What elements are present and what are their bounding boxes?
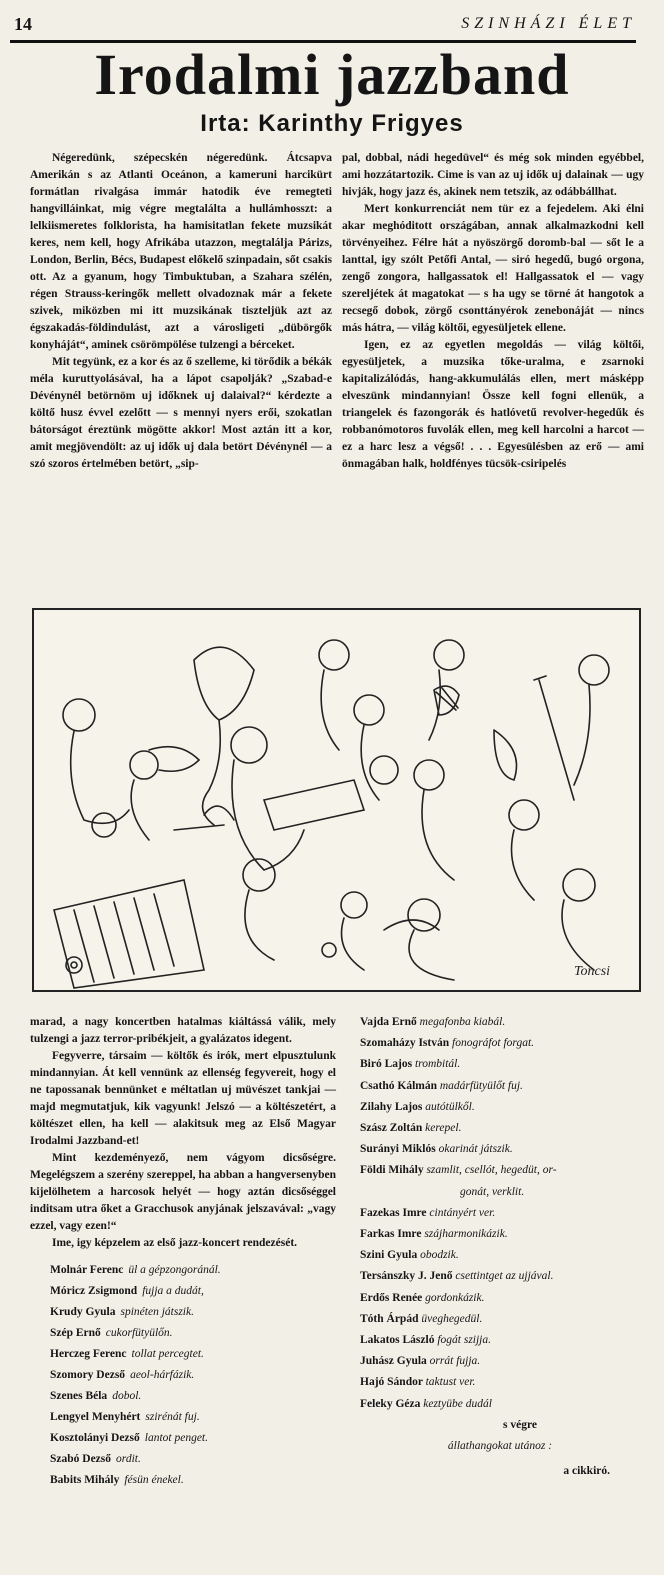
roster-name: Szép Ernő xyxy=(50,1327,101,1339)
roster-name: Erdős Renée xyxy=(360,1291,423,1304)
roster-action: autótülkől. xyxy=(425,1100,475,1113)
paragraph: Fegyverre, társaim — költők és irók, mert elpusztulunk mindannyian. Át kell vennünk az ellenség fegyvereit, hogy el ne tapossanak bennünket e méltatlan uj müvészet tankjai — majd megmutatjuk, kik vagyunk! Jelszó — a költészetért, a költészet ellen, ha kell — alakitsuk meg az Első Magyar Irodalmi Jazzband-et! xyxy=(30,1050,336,1147)
roster-action: szamlit, csellót, hegedüt, or- xyxy=(426,1164,557,1177)
column-4 xyxy=(350,1012,650,1480)
roster-name: Farkas Imre xyxy=(360,1228,422,1241)
roster-name: Juhász Gyula xyxy=(360,1355,427,1368)
roster-line xyxy=(350,1160,650,1181)
roster-line xyxy=(350,1033,650,1054)
roster-action: taktust ver. xyxy=(425,1376,476,1389)
paragraph: Négeredünk, szépecskén négeredünk. Átcsapva Amerikán s az Atlanti Oceánon, a kameruni harcikürt formátlan rivalgása immár hatodik éve remegteti hangvilláinkat, mig végre megtalálta a hullámhosszt: a lelkiismeretes folklorista, ha hamisitatlan fekete muzsikát keres, nem kell, hogy Afrikába utazzon, megtalálja Párizs, London, Berlin, Bécs, Budapest előkelő szinpadain, sőt csakis ott. Az a gyanum, hogy Timbuktuban, a Szahara szélén, régen Strauss-keringők mellett olvadoznak már a fekete szivek, miközben mi itt muzsikának tiszteljük azt az égszakadás-földindulást, azt a városligeti „dübörgők konyháját“, aminek csörömpölése tulzengi a bérceket. xyxy=(30,152,332,351)
roster-name: Biró Lajos xyxy=(360,1058,413,1071)
roster-action: dobol. xyxy=(112,1390,142,1402)
closing-line-1: s végre xyxy=(503,1418,537,1431)
roster-name: Surányi Miklós xyxy=(360,1143,436,1156)
roster-name: Krudy Gyula xyxy=(50,1306,116,1318)
roster-line xyxy=(350,1118,650,1139)
roster-action: madárfütyülőt fuj. xyxy=(439,1079,523,1092)
roster-name: Szomory Dezső xyxy=(50,1369,126,1381)
roster-line xyxy=(350,1012,650,1033)
roster-name: Csathó Kálmán xyxy=(360,1079,437,1092)
closing-line-2: állathangokat utánoz : xyxy=(447,1440,553,1453)
roster-action: spinéten játszik. xyxy=(120,1306,194,1318)
roster-line xyxy=(30,1470,336,1491)
roster-name: Tersánszky J. Jenő xyxy=(360,1270,453,1283)
jazzband-illustration xyxy=(32,608,641,992)
roster-action: ordit. xyxy=(116,1453,141,1465)
roster-action: cukorfütyülőn. xyxy=(105,1327,173,1339)
roster-left xyxy=(30,1260,336,1491)
roster-line xyxy=(350,1351,650,1372)
roster-action: lantot penget. xyxy=(144,1432,209,1444)
roster-line xyxy=(30,1260,336,1281)
roster-line xyxy=(30,1323,336,1344)
roster-action: fogát szijja. xyxy=(437,1334,492,1347)
roster-action: orrát fujja. xyxy=(429,1355,481,1368)
roster-name: Szabó Dezső xyxy=(50,1453,112,1465)
roster-line xyxy=(30,1407,336,1428)
roster-action: keztyübe dudál xyxy=(423,1397,492,1410)
roster-line xyxy=(350,1266,650,1287)
roster-line xyxy=(30,1281,336,1302)
roster-line xyxy=(350,1054,650,1075)
roster-name: Kosztolányi Dezső xyxy=(50,1432,140,1444)
roster-name: Babits Mihály xyxy=(50,1474,120,1486)
roster-action: kerepel. xyxy=(425,1122,462,1135)
roster-name: Tóth Árpád xyxy=(360,1312,419,1325)
roster-action: csettintget az ujjával. xyxy=(455,1270,554,1283)
roster-line xyxy=(350,1288,650,1309)
roster-line xyxy=(350,1372,650,1393)
roster-line xyxy=(350,1394,650,1415)
article-byline: Irta: Karinthy Frigyes xyxy=(200,110,464,137)
column-2 xyxy=(342,150,644,473)
roster-action: obodzik. xyxy=(420,1249,459,1262)
paragraph: Ime, igy képzelem az első jazz-koncert rendezését. xyxy=(52,1237,298,1249)
roster-line xyxy=(350,1182,650,1203)
roster-name: Hajó Sándor xyxy=(360,1376,423,1389)
paragraph: pal, dobbal, nádi hegedüvel“ és még sok minden egyébbel, ami hozzátartozik. Cime is van az uj idők uj dalainak — ugy hivják, hogy jazz és, akinek nem tetszik, az odábbállhat. xyxy=(342,152,644,198)
paragraph: Mint kezdeményező, nem vágyom dicsőségre. Megelégszem a szerény szereppel, ha abban a hangversenyben kijelölhetem a harcosok helyét — hogy aztán dicsőséggel inditsam utra őket a Gracchusok anyjának jelszavával: „vagy ezzel, vagy ezen!“ xyxy=(30,1152,336,1232)
column-3 xyxy=(30,1014,336,1491)
roster-line xyxy=(30,1365,336,1386)
roster-line xyxy=(350,1097,650,1118)
roster-action: okarinát játszik. xyxy=(438,1143,513,1156)
roster-name: Feleky Géza xyxy=(360,1397,421,1410)
roster-name: Földi Mihály xyxy=(360,1164,424,1177)
roster-action: fonográfot forgat. xyxy=(452,1037,535,1050)
roster-action: cintányért ver. xyxy=(429,1206,496,1219)
roster-name: Molnár Ferenc xyxy=(50,1264,124,1276)
roster-action: gordonkázik. xyxy=(425,1291,485,1304)
roster-line xyxy=(30,1449,336,1470)
roster-action: trombitál. xyxy=(414,1058,461,1071)
roster-action: ül a gépzongoránál. xyxy=(128,1264,221,1276)
roster-line xyxy=(30,1344,336,1365)
roster-line xyxy=(350,1309,650,1330)
author-signature: a cikkiró. xyxy=(563,1465,610,1478)
roster-line xyxy=(350,1330,650,1351)
roster-line xyxy=(350,1139,650,1160)
paragraph: Mert konkurrenciát nem tür ez a fejedelem. Aki élni akar meghóditott országában, annak alkalmazkodni kell törvényeihez. Félre hát a nyöszörgő doromb-bal — sőt le a lanttal, igy szólt Petőfi Antal, — siró hegedű, bugó orgona, zengő zongora, hallgassatok el! Hallgassatok el — vagy szereljétek át magatokat — s ha ugy se törné át hangotok a recsegő dobok, zörgő csonttányérok zenebonáját — nincs más hátra, — világ költői, egyesüljetek ellene. xyxy=(342,203,644,334)
roster-action: megafonba kiabál. xyxy=(419,1016,506,1028)
roster-name: Lakatos László xyxy=(360,1334,435,1347)
caricature-drawing xyxy=(34,610,639,990)
roster-name: Fazekas Imre xyxy=(360,1206,427,1219)
illustrator-signature: Toncsi xyxy=(574,964,611,979)
roster-name: Szász Zoltán xyxy=(360,1122,423,1135)
paragraph: marad, a nagy koncertben hatalmas kiáltássá válik, mely tulzengi a jazz terror-pribékjeit, a gyalázatos idegent. xyxy=(30,1016,336,1045)
roster-name: Szenes Béla xyxy=(50,1390,108,1402)
roster-line xyxy=(350,1245,650,1266)
page-header xyxy=(10,12,636,43)
roster-name: Szomaházy István xyxy=(360,1037,450,1050)
roster-line xyxy=(350,1076,650,1097)
roster-action: üveghegedül. xyxy=(421,1312,483,1325)
roster-name: Vajda Ernő xyxy=(360,1016,417,1028)
roster-line xyxy=(350,1203,650,1224)
roster-action: aeol-hárfázik. xyxy=(130,1369,195,1381)
roster-line xyxy=(30,1428,336,1449)
roster-action: szájharmonikázik. xyxy=(424,1228,508,1241)
roster-name: Szini Gyula xyxy=(360,1249,418,1262)
roster-name: Zilahy Lajos xyxy=(360,1100,423,1113)
roster-action: tollat percegtet. xyxy=(131,1348,204,1360)
roster-action: fujja a dudát, xyxy=(142,1285,204,1297)
paragraph: Mit tegyünk, ez a kor és az ő szelleme, ki törődik a békák méla kuruttyolásával, ha a lápot csapolják? „Szabad-e Dévénynél betörnöm uj időknek uj dalaival?“ kérdezte a költő husz évvel ezelőtt — s mennyi nyers erői, szokatlan bátorságot éreztünk mögötte akkor! Most aztán itt a kor, amit megjövendölt: az uj idők uj dala betört Dévénynél — a szó szoros értelmében betört, „sip- xyxy=(30,356,332,470)
page-number: 14 xyxy=(14,14,32,34)
roster-line xyxy=(30,1386,336,1407)
roster-action: gonát, verklit. xyxy=(460,1185,525,1198)
column-1 xyxy=(30,150,332,473)
roster-name: Herczeg Ferenc xyxy=(50,1348,127,1360)
roster-line xyxy=(350,1224,650,1245)
article-title: Irodalmi jazzband xyxy=(94,42,570,107)
paragraph: Igen, ez az egyetlen megoldás — világ költői, egyesüljetek, a muzsika tőke-uralma, e zsarnoki kapitalizálódás, hang-akkumulálás ellen, mert másképp elveszünk mindannyian! Össze kell fogni ellenük, a triangelek és fazongorák és hatlóvetű revolver-hegedűk és robbanómotoros fuvolák ellen, meg kell harcolni a harcot — ez a harc lesz a végső! . . . Egyesülésben az erő — ami önmagában halk, holdfényes tücsök-csiripelés xyxy=(342,339,644,470)
roster-action: szirénát fuj. xyxy=(145,1411,200,1423)
running-title: SZINHÁZI ÉLET xyxy=(461,15,636,32)
roster-line xyxy=(30,1302,336,1323)
roster-name: Lengyel Menyhért xyxy=(50,1411,141,1423)
roster-action: fésün énekel. xyxy=(124,1474,184,1486)
roster-name: Móricz Zsigmond xyxy=(50,1285,138,1297)
